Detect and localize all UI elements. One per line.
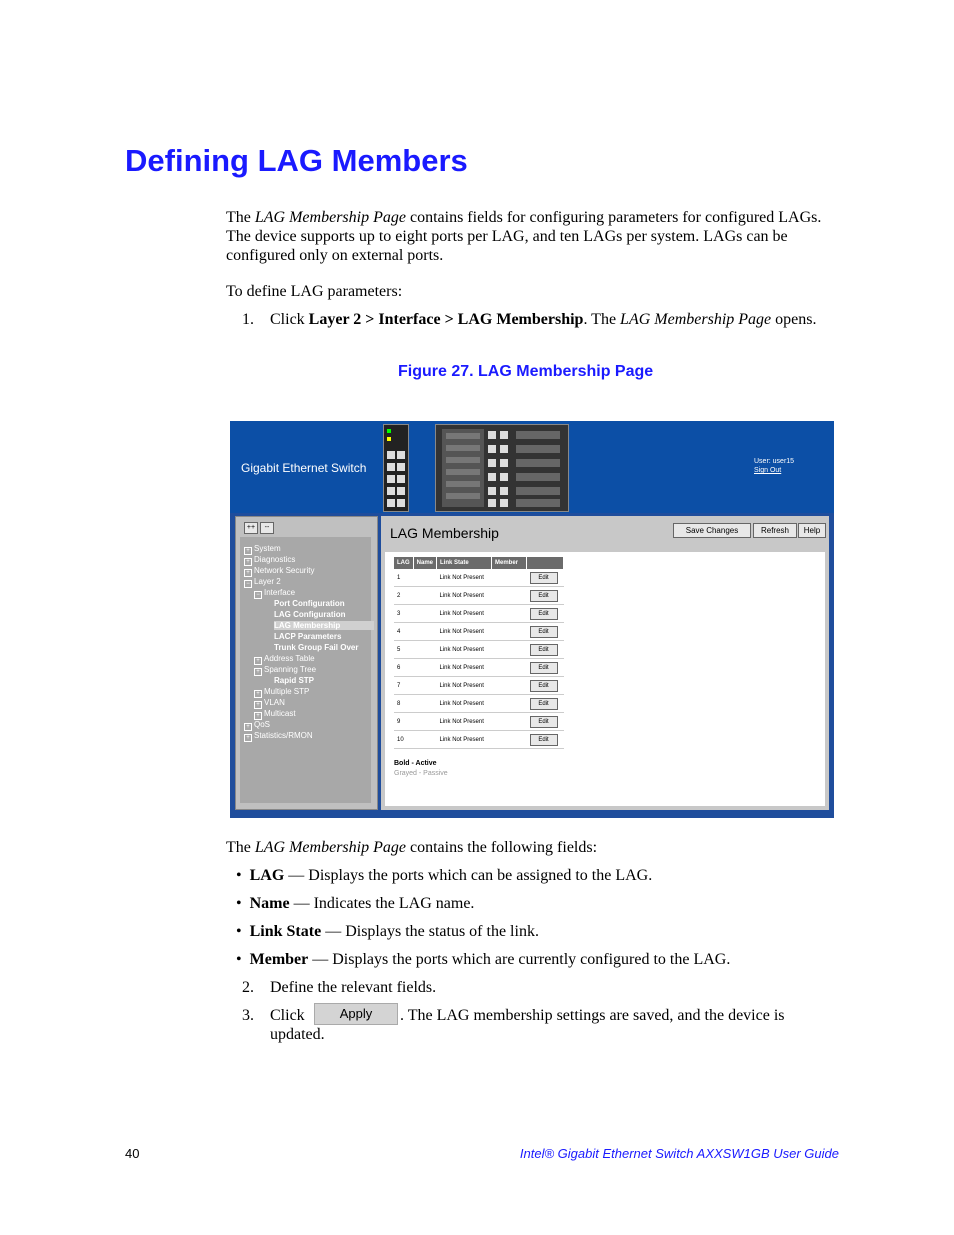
member xyxy=(492,641,527,659)
lag-name xyxy=(413,659,436,677)
lag-name xyxy=(413,695,436,713)
link-state: Link Not Present xyxy=(437,641,492,659)
bullet-desc: — Displays the ports which can be assigned to the LAG. xyxy=(284,867,653,884)
nav-item-multicast[interactable] xyxy=(254,709,296,720)
bullet-item xyxy=(236,922,730,950)
brand-title: Gigabit Ethernet Switch xyxy=(241,461,367,475)
link-state: Link Not Present xyxy=(437,623,492,641)
expand-icon[interactable]: + xyxy=(244,569,252,577)
edit-cell xyxy=(527,713,564,731)
col-lag: LAG xyxy=(394,557,413,569)
lag-name xyxy=(413,641,436,659)
edit-button[interactable]: Edit xyxy=(530,626,558,638)
nav-item-label: Network Security xyxy=(254,566,315,575)
table-row xyxy=(394,605,564,623)
bullet-term: LAG xyxy=(249,867,285,884)
lag-name xyxy=(413,713,436,731)
save-changes-button[interactable]: Save Changes xyxy=(673,523,751,538)
table-row xyxy=(394,659,564,677)
nav-item-label: Trunk Group Fail Over xyxy=(274,643,359,652)
main-panel xyxy=(381,516,829,810)
page-title: LAG Membership xyxy=(390,525,499,541)
bullet-desc: — Displays the ports which are currently configured to the LAG. xyxy=(308,951,731,968)
chassis-image xyxy=(435,424,569,512)
legend-passive: Grayed - Passive xyxy=(394,770,448,777)
table-row xyxy=(394,641,564,659)
edit-button[interactable]: Edit xyxy=(530,662,558,674)
lag-id: 3 xyxy=(394,605,413,623)
link-state: Link Not Present xyxy=(437,569,492,587)
bullet-term: Link State xyxy=(249,923,322,940)
nav-item-lacp-parameters[interactable] xyxy=(274,632,341,641)
expand-icon[interactable]: + xyxy=(254,668,262,676)
lag-name xyxy=(413,677,436,695)
member xyxy=(492,731,527,749)
nav-item-label: Layer 2 xyxy=(254,577,281,586)
edit-cell xyxy=(527,641,564,659)
bullet-icon: • xyxy=(236,867,250,884)
edit-cell xyxy=(527,659,564,677)
footer-title: Intel® Gigabit Ethernet Switch AXXSW1GB User Guide xyxy=(519,1146,839,1161)
lag-name xyxy=(413,623,436,641)
expand-all-button[interactable]: ++ xyxy=(244,522,258,534)
edit-cell xyxy=(527,587,564,605)
expand-icon[interactable]: + xyxy=(254,690,262,698)
member xyxy=(492,677,527,695)
lag-name xyxy=(413,605,436,623)
nav-item-label: Address Table xyxy=(264,654,315,663)
edit-cell xyxy=(527,623,564,641)
collapse-icon[interactable]: − xyxy=(254,591,262,599)
edit-button[interactable]: Edit xyxy=(530,698,558,710)
nav-item-label: Statistics/RMON xyxy=(254,731,313,740)
step2-text: Define the relevant fields. xyxy=(270,979,437,996)
lag-id: 1 xyxy=(394,569,413,587)
user-label: User: user15 xyxy=(754,458,795,465)
lag-name xyxy=(413,587,436,605)
step3-number: 3. xyxy=(242,1007,254,1024)
expand-icon[interactable]: + xyxy=(254,712,262,720)
intro-paragraph: The LAG Membership Page contains fields for configuring parameters for configured LAGs. The device supports up to eight ports per LAG, and ten LAGs per system. LAGs can be configured only on external ports. xyxy=(226,209,822,264)
app-banner xyxy=(230,421,834,513)
col-name: Name xyxy=(413,557,436,569)
edit-cell xyxy=(527,695,564,713)
lag-id: 10 xyxy=(394,731,413,749)
table-row xyxy=(394,731,564,749)
bullet-icon: • xyxy=(236,923,250,940)
step3-text: . The LAG membership settings are saved, and the device is updated. xyxy=(270,1007,785,1043)
lag-id: 7 xyxy=(394,677,413,695)
bullet-item xyxy=(236,950,730,978)
table-row xyxy=(394,569,564,587)
link-state: Link Not Present xyxy=(437,677,492,695)
member xyxy=(492,623,527,641)
edit-button[interactable]: Edit xyxy=(530,734,558,746)
nav-item-label: Port Configuration xyxy=(274,599,345,608)
sign-out-link[interactable]: Sign Out xyxy=(754,467,782,474)
bullet-item xyxy=(236,866,730,894)
member xyxy=(492,569,527,587)
edit-cell xyxy=(527,605,564,623)
lag-name xyxy=(413,569,436,587)
nav-item-vlan[interactable] xyxy=(254,698,285,709)
navigation-panel xyxy=(235,516,378,810)
nav-item-lag-membership[interactable] xyxy=(274,621,374,630)
lag-id: 6 xyxy=(394,659,413,677)
bullet-term: Name xyxy=(249,895,290,912)
link-state: Link Not Present xyxy=(437,731,492,749)
step1-text: Click Layer 2 > Interface > LAG Membership. The LAG Membership Page opens. xyxy=(270,311,817,328)
expand-icon[interactable]: + xyxy=(244,734,252,742)
bullet-item xyxy=(236,894,730,922)
edit-button[interactable]: Edit xyxy=(530,590,558,602)
link-state: Link Not Present xyxy=(437,659,492,677)
page-number: 40 xyxy=(125,1146,140,1161)
edit-cell xyxy=(527,677,564,695)
fields-intro: The LAG Membership Page contains the following fields: xyxy=(226,839,598,856)
nav-item-lag-configuration[interactable] xyxy=(274,610,346,619)
bullet-icon: • xyxy=(236,951,250,968)
table-row xyxy=(394,677,564,695)
nav-item-multiple-stp[interactable] xyxy=(254,687,309,698)
bullet-desc: — Indicates the LAG name. xyxy=(289,895,475,912)
lag-id: 5 xyxy=(394,641,413,659)
table-row xyxy=(394,695,564,713)
lag-id: 8 xyxy=(394,695,413,713)
legend-active: Bold - Active xyxy=(394,760,437,767)
lag-id: 4 xyxy=(394,623,413,641)
bullet-icon: • xyxy=(236,895,250,912)
lag-membership-table xyxy=(394,557,564,749)
link-state: Link Not Present xyxy=(437,587,492,605)
nav-item-label: Multicast xyxy=(264,709,296,718)
edit-button[interactable]: Edit xyxy=(530,680,558,692)
edit-button[interactable]: Edit xyxy=(530,572,558,584)
lag-membership-screenshot xyxy=(230,421,834,818)
figure-caption: Figure 27. LAG Membership Page xyxy=(398,363,654,380)
nav-item-system[interactable] xyxy=(244,544,281,555)
col-link-state: Link State xyxy=(437,557,492,569)
member xyxy=(492,659,527,677)
lag-name xyxy=(413,731,436,749)
nav-item-port-configuration[interactable] xyxy=(274,599,345,608)
lag-id: 2 xyxy=(394,587,413,605)
nav-item-label: System xyxy=(254,544,281,553)
member xyxy=(492,713,527,731)
user-info xyxy=(754,457,794,475)
nav-item-spanning-tree[interactable] xyxy=(254,665,316,676)
edit-cell xyxy=(527,569,564,587)
lag-id: 9 xyxy=(394,713,413,731)
edit-button[interactable]: Edit xyxy=(530,644,558,656)
nav-item-label: Diagnostics xyxy=(254,555,296,564)
edit-button[interactable]: Edit xyxy=(530,716,558,728)
col-edit xyxy=(527,557,564,569)
step1-number: 1. xyxy=(242,311,254,328)
nav-item-qos[interactable] xyxy=(244,720,270,731)
device-front-panel-image xyxy=(383,424,409,512)
nav-item-layer-2[interactable] xyxy=(244,577,281,588)
expand-icon[interactable]: + xyxy=(244,723,252,731)
bullet-desc: — Displays the status of the link. xyxy=(321,923,539,940)
nav-item-label: Multiple STP xyxy=(264,687,310,696)
bullet-list xyxy=(236,866,730,978)
page-heading: Defining LAG Members xyxy=(125,143,468,178)
link-state: Link Not Present xyxy=(437,713,492,731)
nav-item-address-table[interactable] xyxy=(254,654,315,665)
member xyxy=(492,587,527,605)
nav-tree xyxy=(240,537,371,803)
table-row xyxy=(394,587,564,605)
col-member: Member xyxy=(492,557,527,569)
link-state: Link Not Present xyxy=(437,605,492,623)
nav-item-network-security[interactable] xyxy=(244,566,314,577)
expand-icon[interactable]: + xyxy=(254,657,262,665)
step2-number: 2. xyxy=(242,979,254,996)
nav-item-diagnostics[interactable] xyxy=(244,555,295,566)
nav-item-label: VLAN xyxy=(264,698,285,707)
edit-cell xyxy=(527,731,564,749)
member xyxy=(492,695,527,713)
nav-item-label: Interface xyxy=(264,588,296,597)
nav-item-rapid-stp[interactable] xyxy=(274,676,314,685)
help-button[interactable]: Help xyxy=(798,523,826,538)
expand-icon[interactable]: + xyxy=(244,547,252,555)
nav-item-statistics-rmon[interactable] xyxy=(244,731,313,742)
to-define-text: To define LAG parameters: xyxy=(226,283,403,300)
content-area xyxy=(385,552,825,806)
nav-item-interface[interactable] xyxy=(254,588,295,599)
expand-icon[interactable]: + xyxy=(244,558,252,566)
member xyxy=(492,605,527,623)
table-row xyxy=(394,713,564,731)
step3-click: Click xyxy=(270,1007,305,1024)
edit-button[interactable]: Edit xyxy=(530,608,558,620)
apply-button[interactable]: Apply xyxy=(314,1003,398,1025)
nav-item-label: LAG Configuration xyxy=(274,610,346,619)
table-row xyxy=(394,623,564,641)
collapse-all-button[interactable]: -- xyxy=(260,522,274,534)
link-state: Link Not Present xyxy=(437,695,492,713)
nav-item-label: Rapid STP xyxy=(274,676,315,685)
nav-item-label: LAG Membership xyxy=(274,621,341,630)
bullet-term: Member xyxy=(249,951,309,968)
nav-item-label: LACP Parameters xyxy=(274,632,342,641)
nav-item-trunk-group-fail-over[interactable] xyxy=(274,643,358,652)
nav-item-label: QoS xyxy=(254,720,271,729)
expand-icon[interactable]: + xyxy=(254,701,262,709)
refresh-button[interactable]: Refresh xyxy=(753,523,797,538)
collapse-icon[interactable]: − xyxy=(244,580,252,588)
nav-item-label: Spanning Tree xyxy=(264,665,317,674)
